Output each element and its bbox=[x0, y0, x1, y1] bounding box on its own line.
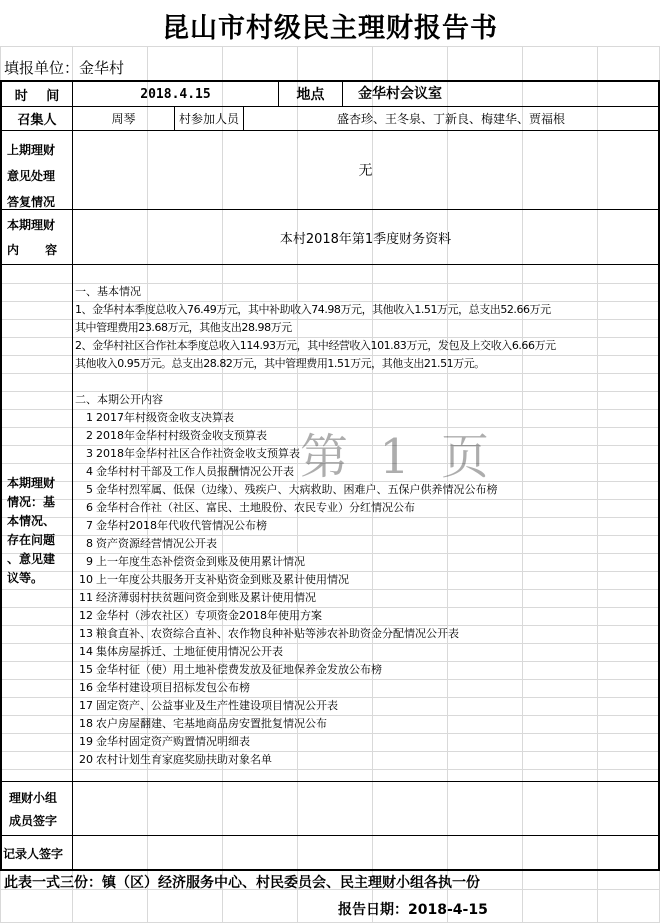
report-date: 报告日期：2018-4-15 bbox=[338, 902, 488, 918]
disclosure-item-text: 上一年度公共服务开支补贴资金到账及累计使用情况 bbox=[96, 573, 349, 586]
place-label: 地点 bbox=[296, 87, 325, 103]
disclosure-item bbox=[75, 589, 660, 607]
details-label bbox=[7, 474, 55, 588]
disclosure-item-number: 16 bbox=[79, 681, 93, 694]
details-label-line: 存在问题 bbox=[7, 533, 56, 547]
page-title: 昆山市村级民主理财报告书 bbox=[162, 13, 498, 44]
disclosure-item-number: 8 bbox=[86, 537, 93, 550]
page-watermark: 第 1 页 bbox=[300, 429, 498, 485]
disclosure-item-text: 金华村烈军属、低保（边缘）、残疾户、大病救助、困难户、五保户供养情况公布榜 bbox=[96, 483, 498, 496]
recorder-signature-area[interactable] bbox=[73, 836, 658, 869]
section1-line: 1、金华村本季度总收入76.49万元，其中补助收入74.98万元，其他收入1.51万元，总支出52.66万元 bbox=[75, 303, 551, 316]
disclosure-item bbox=[75, 571, 660, 589]
disclosure-item-number: 6 bbox=[86, 501, 93, 514]
blank-line bbox=[75, 373, 660, 391]
disclosure-item bbox=[75, 679, 660, 697]
disclosure-item-number: 18 bbox=[79, 717, 93, 730]
disclosure-item-number: 20 bbox=[79, 753, 93, 766]
details-label-line: 情况：基 bbox=[7, 495, 56, 509]
disclosure-item-number: 15 bbox=[79, 663, 93, 676]
copies-note: 此表一式三份：镇（区）经济服务中心、村民委员会、民主理财小组各执一份 bbox=[4, 875, 480, 891]
group-signature-label-line: 理财小组 bbox=[9, 791, 58, 805]
disclosure-item-text: 金华村征（使）用土地补偿费发放及征地保养金发放公布榜 bbox=[96, 663, 382, 676]
table-border-row4 bbox=[0, 264, 660, 265]
disclosure-item bbox=[75, 517, 660, 535]
group-signature-label bbox=[9, 787, 57, 833]
disclosure-item bbox=[75, 697, 660, 715]
participants-label: 村参加人员 bbox=[178, 112, 239, 126]
group-signature-area[interactable] bbox=[73, 782, 658, 835]
disclosure-item-number: 5 bbox=[86, 483, 93, 496]
disclosure-item-text: 经济薄弱村扶贫题问资金到账及累计使用情况 bbox=[96, 591, 316, 604]
disclosure-item-number: 9 bbox=[86, 555, 93, 568]
convener-label: 召集人 bbox=[17, 113, 57, 128]
recorder-signature-label: 记录人签字 bbox=[3, 847, 64, 861]
last-period-label bbox=[7, 137, 55, 215]
reporting-unit-label: 填报单位： bbox=[4, 59, 80, 77]
section2-title: 二、本期公开内容 bbox=[75, 393, 163, 406]
details-content bbox=[75, 283, 660, 769]
disclosure-item-text: 2018年金华村村级资金收支预算表 bbox=[96, 429, 267, 442]
this-period-value: 本村2018年第1季度财务资料 bbox=[279, 231, 452, 247]
section1-line: 2、金华村社区合作社本季度总收入114.93万元，其中经营收入101.83万元，发包及上交收入6.66万元 bbox=[75, 339, 556, 352]
this-period-label-line: 内 容 bbox=[7, 243, 58, 257]
details-label-line: 本情况、 bbox=[7, 514, 56, 528]
disclosure-item-text: 粮食直补、农资综合直补、农作物良种补贴等涉农补助资金分配情况公开表 bbox=[96, 627, 459, 640]
time-label: 时 间 bbox=[14, 88, 60, 104]
disclosure-item-text: 金华村2018年代收代管情况公布榜 bbox=[96, 519, 267, 532]
table-border-place-mid bbox=[342, 80, 343, 106]
details-label-line: 本期理财 bbox=[7, 476, 56, 490]
group-signature-label-line: 成员签字 bbox=[9, 814, 58, 828]
details-label-line: 议等。 bbox=[7, 571, 44, 585]
disclosure-item bbox=[75, 607, 660, 625]
section1-line: 其中管理费用23.68万元，其他支出28.98万元 bbox=[75, 321, 292, 334]
disclosure-item-text: 2017年村级资金收支决算表 bbox=[96, 411, 234, 424]
disclosure-item-number: 2 bbox=[86, 429, 93, 442]
disclosure-item-number: 1 bbox=[86, 411, 93, 424]
disclosure-item-number: 19 bbox=[79, 735, 93, 748]
section1-line: 其他收入0.95万元。总支出28.82万元，其中管理费用1.51万元，其他支出21.51万元。 bbox=[75, 357, 485, 370]
reporting-unit bbox=[4, 57, 124, 78]
participants-value: 盛杏珍、王冬泉、丁新良、梅建华、贾福根 bbox=[336, 112, 565, 126]
disclosure-item bbox=[75, 661, 660, 679]
disclosure-item-number: 7 bbox=[86, 519, 93, 532]
disclosure-item-text: 集体房屋拆迁、土地征使用情况公开表 bbox=[96, 645, 283, 658]
gridline-h bbox=[0, 46, 660, 47]
details-label-line: 、意见建 bbox=[7, 552, 56, 566]
disclosure-item-text: 2018年金华村社区合作社资金收支预算表 bbox=[96, 447, 300, 460]
disclosure-item-number: 10 bbox=[79, 573, 93, 586]
disclosure-item-text: 上一年度生态补偿资金到账及使用累计情况 bbox=[96, 555, 305, 568]
time-value: 2018.4.15 bbox=[140, 86, 211, 102]
disclosure-item-text: 资产资源经营情况公开表 bbox=[96, 537, 217, 550]
disclosure-item bbox=[75, 733, 660, 751]
this-period-label bbox=[7, 213, 57, 263]
gridline-h bbox=[0, 769, 660, 770]
section1-title: 一、基本情况 bbox=[75, 285, 141, 298]
table-border-bottom bbox=[0, 869, 660, 871]
disclosure-item-number: 12 bbox=[79, 609, 93, 622]
disclosure-item bbox=[75, 499, 660, 517]
disclosure-item-number: 14 bbox=[79, 645, 93, 658]
disclosure-item-text: 金华村（涉农社区）专项资金2018年使用方案 bbox=[96, 609, 322, 622]
last-period-label-line: 上期理财 bbox=[7, 143, 56, 157]
last-period-value: 无 bbox=[358, 163, 373, 179]
disclosure-item bbox=[75, 535, 660, 553]
reporting-unit-value: 金华村 bbox=[79, 59, 125, 77]
table-border-left bbox=[0, 80, 2, 871]
disclosure-item-text: 金华村固定资产购置情况明细表 bbox=[96, 735, 250, 748]
disclosure-item-number: 13 bbox=[79, 627, 93, 640]
disclosure-item-number: 17 bbox=[79, 699, 93, 712]
disclosure-item-text: 农户房屋翻建、宅基地商品房安置批复情况公布 bbox=[96, 717, 327, 730]
disclosure-item-number: 3 bbox=[86, 447, 93, 460]
disclosure-item bbox=[75, 625, 660, 643]
disclosure-item bbox=[75, 553, 660, 571]
disclosure-item-text: 农村计划生育家庭奖励扶助对象名单 bbox=[96, 753, 272, 766]
place-value: 金华村会议室 bbox=[358, 86, 442, 102]
disclosure-item-text: 金华村建设项目招标发包公布榜 bbox=[96, 681, 250, 694]
disclosure-item bbox=[75, 643, 660, 661]
last-period-label-line: 意见处理 bbox=[7, 169, 56, 183]
convener-value: 周琴 bbox=[111, 112, 136, 126]
this-period-label-line: 本期理财 bbox=[7, 218, 56, 232]
disclosure-item-number: 4 bbox=[86, 465, 93, 478]
disclosure-item-text: 金华村合作社（社区、富民、土地股份、农民专业）分红情况公布 bbox=[96, 501, 415, 514]
disclosure-item bbox=[75, 751, 660, 769]
last-period-label-line: 答复情况 bbox=[7, 195, 56, 209]
disclosure-item bbox=[75, 715, 660, 733]
disclosure-item-text: 固定资产、公益事业及生产性建设项目情况公开表 bbox=[96, 699, 338, 712]
disclosure-item-number: 11 bbox=[79, 591, 93, 604]
disclosure-item-text: 金华村村干部及工作人员报酬情况公开表 bbox=[96, 465, 294, 478]
